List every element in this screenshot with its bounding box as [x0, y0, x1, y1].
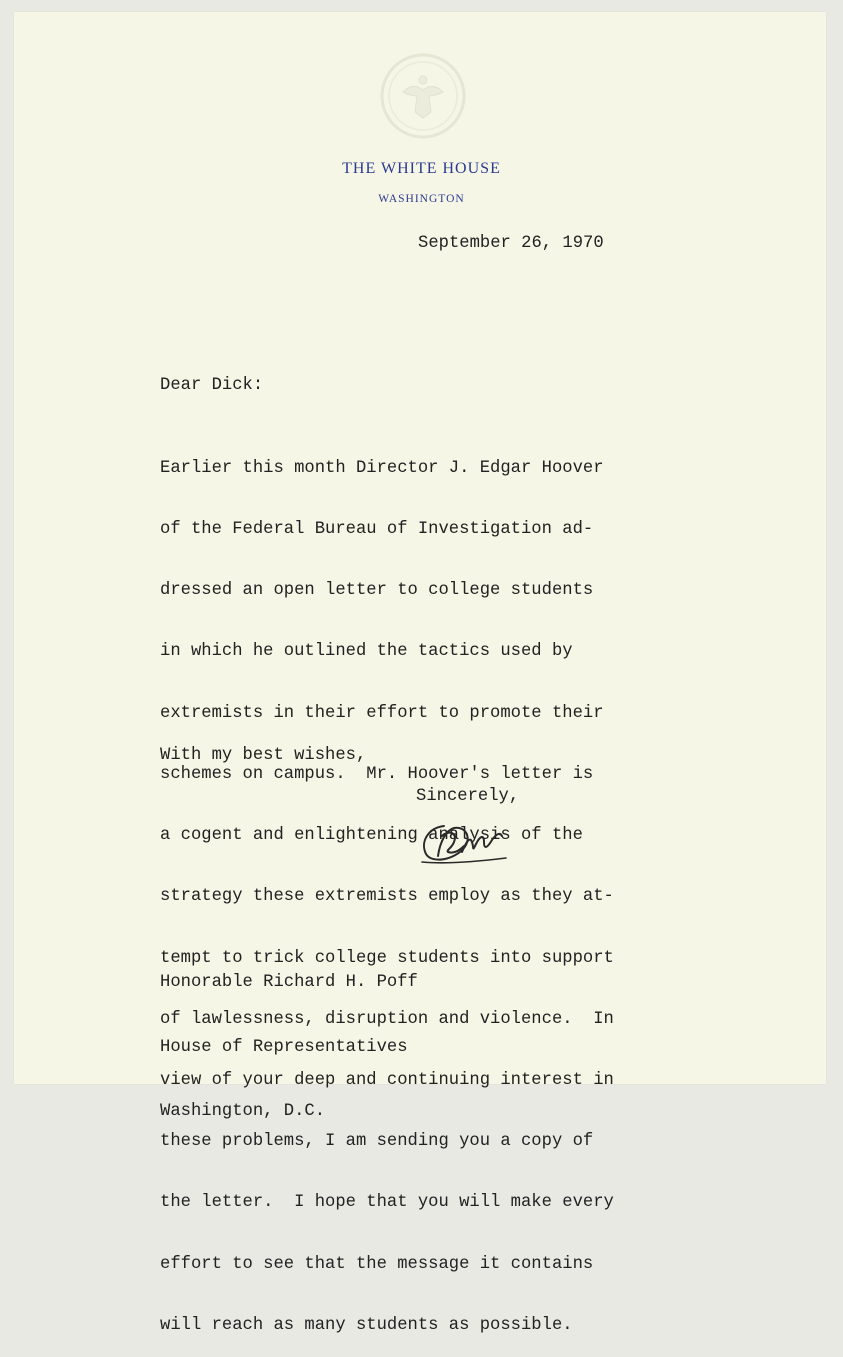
- body-line: in which he outlined the tactics used by: [160, 642, 573, 662]
- body-line: tempt to trick college students into support: [160, 948, 614, 968]
- letterhead-title: THE WHITE HOUSE: [342, 160, 501, 177]
- recipient-line: Washington, D.C.: [160, 1102, 326, 1121]
- salutation: Dear Dick:: [160, 376, 264, 395]
- body-line: extremists in their effort to promote their: [160, 703, 604, 723]
- letter-body: [160, 418, 614, 1357]
- recipient-line: Honorable Richard H. Poff: [160, 973, 418, 992]
- recipient-line: House of Representatives: [160, 1037, 408, 1057]
- letterhead-city: WASHINGTON: [378, 193, 465, 205]
- sign-off: Sincerely,: [416, 787, 520, 806]
- recipient-address: [160, 929, 418, 1144]
- body-line: a cogent and enlightening analysis of the: [160, 826, 583, 846]
- body-line: of the Federal Bureau of Investigation ad-: [160, 520, 594, 540]
- body-line: strategy these extremists employ as they at-: [160, 887, 614, 907]
- presidential-seal-emboss-icon: [379, 52, 467, 140]
- body-line: dressed an open letter to college students: [160, 581, 594, 601]
- body-line: these problems, I am sending you a copy of: [160, 1132, 594, 1152]
- body-line: effort to see that the message it contains: [160, 1254, 594, 1274]
- body-line: will reach as many students as possible.: [160, 1315, 573, 1335]
- body-line: schemes on campus. Mr. Hoover's letter is: [160, 764, 594, 784]
- handwritten-signature: [414, 812, 514, 870]
- letter-date: September 26, 1970: [418, 234, 604, 253]
- body-line: Earlier this month Director J. Edgar Hoover: [160, 458, 604, 478]
- closing-line: With my best wishes,: [160, 746, 367, 765]
- body-line: of lawlessness, disruption and violence. In: [160, 1009, 614, 1029]
- body-line: view of your deep and continuing interest in: [160, 1071, 614, 1090]
- body-line: the letter. I hope that you will make every: [160, 1193, 614, 1213]
